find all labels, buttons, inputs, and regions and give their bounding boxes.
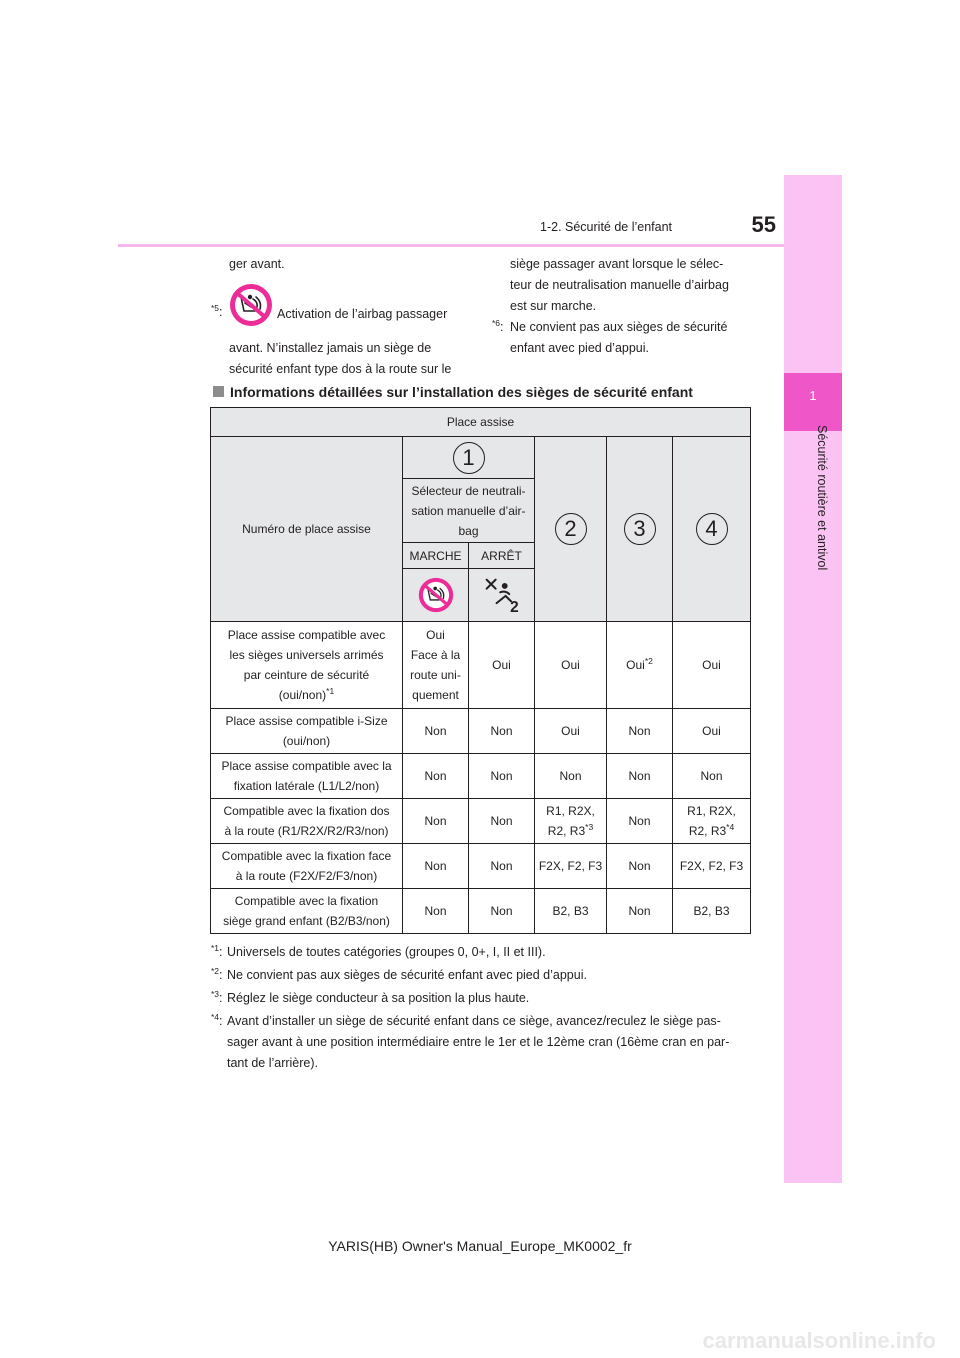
- cell-text: Non: [424, 724, 447, 738]
- airbag-selector-header: [403, 479, 535, 543]
- footnote-6-text: Ne convient pas aux sièges de sécurité: [510, 320, 728, 334]
- cell-text: Non: [628, 859, 651, 873]
- table-cell: [607, 754, 673, 799]
- chapter-side-tab: [784, 175, 842, 1183]
- table-cell: [469, 889, 535, 934]
- footnote-line: Avant d’installer un siège de sécurité enfant dans ce siège, avancez/reculez le siège pas-: [227, 1014, 721, 1028]
- table-cell: [673, 799, 751, 844]
- table-row: [211, 799, 751, 844]
- table-cell: [535, 844, 607, 889]
- table-cell: [403, 754, 469, 799]
- cell-text: Non: [424, 769, 447, 783]
- right-text-line: siège passager avant lorsque le sélec-: [510, 257, 724, 271]
- table-cell: [535, 709, 607, 754]
- row-label-line: Place assise compatible i-Size: [225, 714, 388, 728]
- cell-text: Non: [490, 859, 513, 873]
- cell-text: Non: [424, 814, 447, 828]
- cell-text: Oui: [561, 724, 580, 738]
- table-row: [211, 622, 751, 709]
- left-text-line: sécurité enfant type dos à la route sur le: [229, 362, 452, 376]
- table-cell: [607, 844, 673, 889]
- section-heading: Informations détaillées sur l’installation des sièges de sécurité enfant: [213, 384, 693, 400]
- cell-text: Non: [628, 769, 651, 783]
- cell-text: quement: [412, 688, 459, 702]
- table-cell: [673, 754, 751, 799]
- cell-text: Non: [490, 769, 513, 783]
- row-label-line: Compatible avec la fixation: [234, 894, 379, 908]
- footnote-6-text: enfant avec pied d’appui.: [510, 341, 649, 355]
- cell-text: R1, R2X,: [546, 804, 595, 818]
- cell-line: [676, 766, 747, 786]
- right-text-line: teur de neutralisation manuelle d’airbag: [510, 278, 729, 292]
- cell-text: F2X, F2, F3: [538, 859, 603, 873]
- row-label-line: Place assise compatible avec la: [221, 759, 392, 773]
- cell-line: [406, 811, 465, 831]
- footnote-label: $^{*3}$:: [211, 988, 223, 1005]
- seat-4-header: [673, 437, 751, 622]
- cell-text: F2X, F2, F3: [679, 859, 744, 873]
- footnote-marker: *1: [211, 942, 220, 953]
- header-rule: [118, 244, 784, 247]
- table-cell: [469, 754, 535, 799]
- row-label-line: (oui/non): [282, 734, 331, 748]
- row-label-line: Compatible avec la fixation face: [221, 849, 392, 863]
- table-cell: [673, 844, 751, 889]
- page-number: 55: [751, 212, 776, 237]
- table-cell: [469, 709, 535, 754]
- cell-line: [676, 721, 747, 741]
- table-cell: [607, 709, 673, 754]
- footnote-line: Universels de toutes catégories (groupes 0, 0+, I, II et III).: [227, 945, 546, 959]
- cell-line: [676, 655, 747, 675]
- row-label-cell: [211, 754, 403, 799]
- row-label-line: Place assise compatible avec: [227, 628, 386, 642]
- table-cell: [403, 844, 469, 889]
- row-label-line: fixation latérale (L1/L2/non): [233, 779, 380, 793]
- row-label-line: à la route (R1/R2X/R2/R3/non): [224, 824, 389, 838]
- seat-3-header: [607, 437, 673, 622]
- cell-text: R2, R3: [547, 824, 586, 838]
- document-footer: YARIS(HB) Owner's Manual_Europe_MK0002_fr: [328, 1238, 632, 1254]
- cell-line: [538, 856, 603, 876]
- table-row: [211, 844, 751, 889]
- cell-text: B2, B3: [693, 904, 730, 918]
- cell-text: Oui: [702, 724, 721, 738]
- left-text-line: avant. N’installez jamais un siège de: [229, 341, 432, 355]
- row-label-cell: [211, 889, 403, 934]
- footnote-5-label: $^{*5}$:: [211, 302, 223, 319]
- footnote-marker: *2: [211, 965, 220, 976]
- cell-line: [676, 856, 747, 876]
- footnote-line: sager avant à une position intermédiaire entre le 1er et le 12ème cran (16ème cran en par-: [227, 1035, 730, 1049]
- row-label-line: Compatible avec la fixation dos: [223, 804, 390, 818]
- row-label-line: à la route (F2X/F2/F3/non): [235, 869, 378, 883]
- cell-line: [538, 655, 603, 675]
- footnote-line: Ne convient pas aux sièges de sécurité enfant avec pied d’appui.: [227, 968, 587, 982]
- heading-bullet: [213, 386, 224, 397]
- watermark: carmanualsonline.info: [702, 1328, 936, 1353]
- chapter-title: Sécurité routière et antivol: [815, 425, 829, 571]
- seat-1-header: [403, 437, 535, 479]
- cell-line: [406, 856, 465, 876]
- footnote-ref: *4: [726, 822, 735, 832]
- cell-line: [406, 625, 465, 645]
- footnote-body: [227, 988, 757, 1009]
- cell-text: Oui: [492, 658, 511, 672]
- cell-text: Face à la: [410, 648, 461, 662]
- seat-number-1: 1: [453, 442, 485, 474]
- seat-2-header: [535, 437, 607, 622]
- airbag-on-cell: [403, 569, 469, 622]
- footnote-line: Réglez le siège conducteur à sa position la plus haute.: [227, 991, 530, 1005]
- cell-line: [472, 655, 531, 675]
- table-cell: [403, 622, 469, 709]
- table-cell: [607, 889, 673, 934]
- cell-line: [472, 766, 531, 786]
- seat-number-header: Numéro de place assise: [211, 437, 403, 622]
- cell-text: Oui: [626, 658, 645, 672]
- footnote-label: $^{*4}$:: [211, 1011, 223, 1028]
- cell-text: Non: [424, 859, 447, 873]
- cell-line: [610, 721, 669, 741]
- selector-label-line: sation manuelle d’air-: [411, 503, 526, 518]
- row-label-cell: [211, 709, 403, 754]
- seat-number-4: 4: [696, 513, 728, 545]
- table-cell: [469, 799, 535, 844]
- cell-line: [538, 766, 603, 786]
- cell-text: Oui: [426, 628, 445, 642]
- cell-text: B2, B3: [552, 904, 589, 918]
- table-cell: [673, 709, 751, 754]
- cell-line: [406, 645, 465, 665]
- cell-text: Non: [490, 814, 513, 828]
- footnote-line: tant de l’arrière).: [227, 1056, 319, 1070]
- footnote-marker: *3: [211, 988, 220, 999]
- table-cell: [469, 622, 535, 709]
- cell-line: [406, 901, 465, 921]
- cell-line: [406, 685, 465, 705]
- cell-line: [676, 801, 747, 821]
- row-label-line: par ceinture de sécurité: [243, 668, 370, 682]
- footnote-label: $^{*2}$:: [211, 965, 223, 982]
- table-cell: [403, 889, 469, 934]
- footnote-ref: *3: [585, 822, 594, 832]
- row-label-line: siège grand enfant (B2/B3/non): [223, 914, 390, 928]
- seat-compatibility-table: [210, 407, 751, 934]
- table-cell: [469, 844, 535, 889]
- cell-text: Non: [628, 904, 651, 918]
- cell-text: route uni-: [410, 668, 461, 682]
- airbag-on-icon: [229, 283, 273, 332]
- row-label-line: les sièges universels arrimés: [229, 648, 384, 662]
- table-cell: [535, 889, 607, 934]
- cell-text: Oui: [561, 658, 580, 672]
- cell-line: [406, 766, 465, 786]
- table-cell: [607, 622, 673, 709]
- footnote-body: [227, 1011, 757, 1074]
- cell-text: R2, R3: [688, 824, 727, 838]
- cell-text: Non: [700, 769, 723, 783]
- cell-line: [538, 721, 603, 741]
- selector-on-label: MARCHE: [403, 543, 469, 569]
- cell-text: Non: [559, 769, 582, 783]
- footnote-label: $^{*1}$:: [211, 942, 223, 959]
- footnote-body: [227, 965, 757, 986]
- cell-text: Oui: [702, 658, 721, 672]
- cell-text: R1, R2X,: [687, 804, 736, 818]
- table-row: [211, 754, 751, 799]
- selector-label-line: Sélecteur de neutrali-: [411, 483, 526, 498]
- row-label-cell: [211, 622, 403, 709]
- left-text-line: ger avant.: [229, 257, 285, 271]
- footnote-6-label: $^{*6}$:: [492, 317, 504, 334]
- airbag-on-icon: [418, 577, 454, 613]
- right-text-line: est sur marche.: [510, 299, 597, 313]
- cell-line: [538, 901, 603, 921]
- cell-line: [610, 766, 669, 786]
- table-cell: [607, 799, 673, 844]
- cell-text: Non: [490, 724, 513, 738]
- table-cell: [403, 709, 469, 754]
- row-label-cell: [211, 844, 403, 889]
- seat-number-2: 2: [555, 513, 587, 545]
- selector-label-line: bag: [458, 523, 479, 538]
- footnote-marker: *4: [211, 1011, 220, 1022]
- cell-line: [610, 655, 669, 675]
- cell-line: [538, 821, 603, 841]
- airbag-off-cell: [469, 569, 535, 622]
- svg-text:2: 2: [509, 599, 519, 614]
- table-cell: [535, 799, 607, 844]
- table-cell: [535, 754, 607, 799]
- table-cell: [673, 622, 751, 709]
- selector-off-label: ARRÊT: [469, 543, 535, 569]
- footnote-ref: *2: [644, 656, 653, 666]
- cell-line: [610, 901, 669, 921]
- row-label-line: [214, 685, 399, 705]
- cell-line: [406, 665, 465, 685]
- cell-text: Non: [490, 904, 513, 918]
- cell-line: [610, 856, 669, 876]
- footnote-body: [227, 942, 757, 963]
- table-row: [211, 889, 751, 934]
- cell-text: Non: [424, 904, 447, 918]
- cell-line: [406, 721, 465, 741]
- table-cell: [403, 799, 469, 844]
- label-text: (oui/non): [278, 688, 327, 702]
- cell-line: [472, 721, 531, 741]
- footnote-5-text: Activation de l’airbag passager: [277, 307, 448, 321]
- cell-line: [472, 811, 531, 831]
- cell-text: Non: [628, 814, 651, 828]
- cell-line: [538, 801, 603, 821]
- table-title: Place assise: [211, 408, 751, 437]
- cell-line: [472, 901, 531, 921]
- row-label-cell: [211, 799, 403, 844]
- cell-text: Non: [628, 724, 651, 738]
- cell-line: [676, 901, 747, 921]
- footnote-ref: *1: [326, 686, 335, 696]
- seat-number-3: 3: [624, 513, 656, 545]
- table-cell: [673, 889, 751, 934]
- table-cell: [535, 622, 607, 709]
- cell-line: [610, 811, 669, 831]
- table-row: [211, 709, 751, 754]
- cell-line: [472, 856, 531, 876]
- airbag-off-icon: [482, 576, 522, 614]
- cell-line: [676, 821, 747, 841]
- chapter-number: 1: [809, 388, 817, 403]
- section-title: 1-2. Sécurité de l’enfant: [540, 220, 673, 234]
